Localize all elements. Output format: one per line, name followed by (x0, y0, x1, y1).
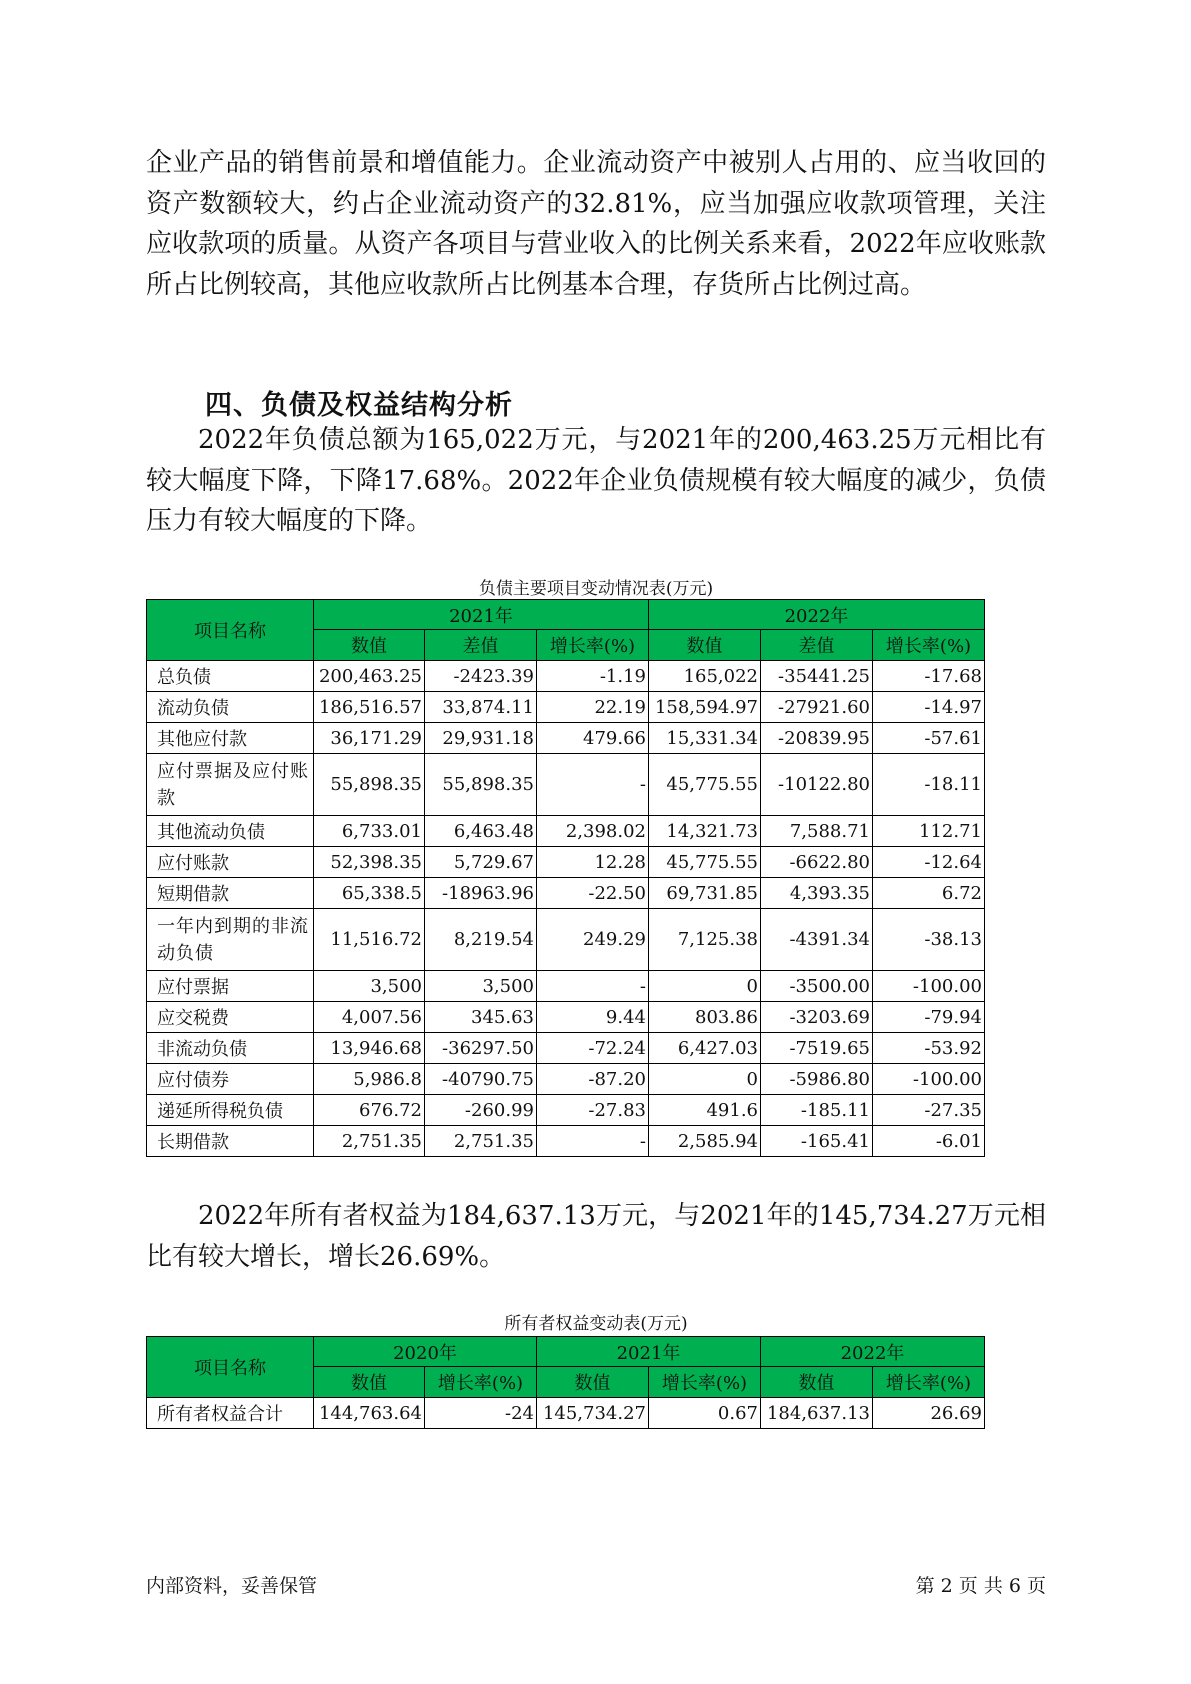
table-cell: - (537, 971, 649, 1002)
table-cell: -20839.95 (761, 723, 873, 754)
table-cell: -57.61 (873, 723, 985, 754)
liability-table (146, 599, 985, 1157)
table-cell: -18963.96 (425, 878, 537, 909)
table2-body (147, 1398, 985, 1429)
table-cell: -4391.34 (761, 909, 873, 971)
table-cell: 6,463.48 (425, 816, 537, 847)
row-label: 短期借款 (147, 878, 314, 909)
table2-subheader: 数值 (537, 1367, 649, 1398)
table-cell: 3,500 (425, 971, 537, 1002)
table2-subheader: 数值 (314, 1367, 425, 1398)
row-label: 其他流动负债 (147, 816, 314, 847)
table-cell: -5986.80 (761, 1064, 873, 1095)
table1-subheader: 增长率(%) (537, 630, 649, 661)
table-row (147, 878, 985, 909)
table-cell: 200,463.25 (314, 661, 425, 692)
table-cell: -79.94 (873, 1002, 985, 1033)
equity-table (146, 1336, 985, 1429)
paragraph-liability-text: 2022年负债总额为165,022万元，与2021年的200,463.25万元相比有较大幅度下降，下降17.68%。2022年企业负债规模有较大幅度的减少，负债压力有较大幅度的下降。 (146, 425, 1046, 536)
table-cell: -27921.60 (761, 692, 873, 723)
table2-subheader: 增长率(%) (425, 1367, 537, 1398)
table-row (147, 754, 985, 816)
table-cell: -1.19 (537, 661, 649, 692)
table-cell: -22.50 (537, 878, 649, 909)
row-label: 应付账款 (147, 847, 314, 878)
table1-year-header: 2022年 (649, 600, 985, 630)
row-label: 流动负债 (147, 692, 314, 723)
row-label: 所有者权益合计 (147, 1398, 314, 1429)
table-cell: - (537, 1126, 649, 1157)
table2-caption: 所有者权益变动表(万元) (504, 1314, 688, 1334)
row-label: 应付票据 (147, 971, 314, 1002)
table-cell: 2,585.94 (649, 1126, 761, 1157)
table-cell: 4,007.56 (314, 1002, 425, 1033)
table-cell: 7,125.38 (649, 909, 761, 971)
table-cell: 52,398.35 (314, 847, 425, 878)
table-cell: 676.72 (314, 1095, 425, 1126)
table-row (147, 816, 985, 847)
table-cell: -18.11 (873, 754, 985, 816)
table-cell: -72.24 (537, 1033, 649, 1064)
table-cell: 55,898.35 (314, 754, 425, 816)
table-cell: 2,751.35 (314, 1126, 425, 1157)
paragraph-asset-analysis: 企业产品的销售前景和增值能力。企业流动资产中被别人占用的、应当收回的资产数额较大，约占企业流动资产的32.81%，应当加强应收款项管理，关注应收款项的质量。从资产各项目与营业收入的比例关系来看，2022年应收账款所占比例较高，其他应收款所占比例基本合理，存货所占比例过高。 (146, 148, 1046, 300)
table-cell: 65,338.5 (314, 878, 425, 909)
row-label: 一年内到期的非流动负债 (147, 909, 314, 971)
table-cell: -100.00 (873, 971, 985, 1002)
row-label: 应交税费 (147, 1002, 314, 1033)
table-cell: 145,734.27 (537, 1398, 649, 1429)
table1-subheader: 增长率(%) (873, 630, 985, 661)
table-cell: 6.72 (873, 878, 985, 909)
table-cell: -24 (425, 1398, 537, 1429)
table-row (147, 909, 985, 971)
table-cell: 69,731.85 (649, 878, 761, 909)
table-cell: 803.86 (649, 1002, 761, 1033)
table-cell: 13,946.68 (314, 1033, 425, 1064)
table-cell: 4,393.35 (761, 878, 873, 909)
table-cell: 14,321.73 (649, 816, 761, 847)
paragraph-equity-summary (146, 1196, 1046, 1277)
table1-caption: 负债主要项目变动情况表(万元) (478, 579, 714, 599)
table-cell: 249.29 (537, 909, 649, 971)
table-cell: 165,022 (649, 661, 761, 692)
table2-subheader: 增长率(%) (649, 1367, 761, 1398)
table-cell: 186,516.57 (314, 692, 425, 723)
table-cell: 3,500 (314, 971, 425, 1002)
table-cell: -6.01 (873, 1126, 985, 1157)
table-row (147, 1064, 985, 1095)
table1-subheader: 差值 (761, 630, 873, 661)
table-cell: 5,729.67 (425, 847, 537, 878)
table-cell: -3500.00 (761, 971, 873, 1002)
table-cell: 6,733.01 (314, 816, 425, 847)
table-row (147, 1095, 985, 1126)
table2-year-header: 2022年 (761, 1337, 985, 1367)
table-cell: 45,775.55 (649, 847, 761, 878)
table-cell: 12.28 (537, 847, 649, 878)
table-cell: 158,594.97 (649, 692, 761, 723)
table-cell: -27.35 (873, 1095, 985, 1126)
table-cell: 8,219.54 (425, 909, 537, 971)
table1-year-header: 2021年 (314, 600, 649, 630)
table-row (147, 661, 985, 692)
table-cell: - (537, 754, 649, 816)
table-cell: 22.19 (537, 692, 649, 723)
table-cell: -12.64 (873, 847, 985, 878)
paragraph-liability-summary (146, 420, 1046, 542)
table-cell: 2,398.02 (537, 816, 649, 847)
table-cell: 6,427.03 (649, 1033, 761, 1064)
table-cell: 112.71 (873, 816, 985, 847)
table-cell: 0 (649, 1064, 761, 1095)
row-label: 其他应付款 (147, 723, 314, 754)
table2-year-header: 2020年 (314, 1337, 537, 1367)
footer-page-number: 第 2 页 共 6 页 (915, 1575, 1046, 1597)
table-cell: 9.44 (537, 1002, 649, 1033)
section-heading: 四、负债及权益结构分析 (205, 390, 513, 421)
table-cell: 479.66 (537, 723, 649, 754)
table-cell: -35441.25 (761, 661, 873, 692)
row-label: 长期借款 (147, 1126, 314, 1157)
table-row (147, 971, 985, 1002)
table-cell: -2423.39 (425, 661, 537, 692)
table-row (147, 1398, 985, 1429)
table-cell: 0.67 (649, 1398, 761, 1429)
table-cell: 45,775.55 (649, 754, 761, 816)
table-cell: -53.92 (873, 1033, 985, 1064)
table-row (147, 1002, 985, 1033)
table2-subheader: 增长率(%) (873, 1367, 985, 1398)
row-label: 应付债券 (147, 1064, 314, 1095)
table-cell: -40790.75 (425, 1064, 537, 1095)
table-cell: 55,898.35 (425, 754, 537, 816)
table-row (147, 1126, 985, 1157)
row-label: 应付票据及应付账款 (147, 754, 314, 816)
table2-year-header: 2021年 (537, 1337, 761, 1367)
table-cell: -6622.80 (761, 847, 873, 878)
table-cell: 5,986.8 (314, 1064, 425, 1095)
table-cell: -36297.50 (425, 1033, 537, 1064)
table2-subheader: 数值 (761, 1367, 873, 1398)
table-row (147, 723, 985, 754)
table-row (147, 1033, 985, 1064)
table-cell: -38.13 (873, 909, 985, 971)
table-cell: 11,516.72 (314, 909, 425, 971)
table-cell: 2,751.35 (425, 1126, 537, 1157)
row-label: 递延所得税负债 (147, 1095, 314, 1126)
table-cell: -260.99 (425, 1095, 537, 1126)
table-cell: -17.68 (873, 661, 985, 692)
table-cell: 345.63 (425, 1002, 537, 1033)
table-cell: -14.97 (873, 692, 985, 723)
table1-body (147, 661, 985, 1157)
table-cell: 7,588.71 (761, 816, 873, 847)
table-cell: 15,331.34 (649, 723, 761, 754)
paragraph-equity-text: 2022年所有者权益为184,637.13万元，与2021年的145,734.27万元相比有较大增长，增长26.69%。 (146, 1201, 1046, 1272)
table-cell: -3203.69 (761, 1002, 873, 1033)
table-cell: -10122.80 (761, 754, 873, 816)
table1-subheader: 数值 (649, 630, 761, 661)
table-cell: 29,931.18 (425, 723, 537, 754)
table-row (147, 692, 985, 723)
table2-name-header: 项目名称 (147, 1337, 314, 1398)
table-cell: 184,637.13 (761, 1398, 873, 1429)
table1-subheader: 差值 (425, 630, 537, 661)
table-row (147, 847, 985, 878)
table-cell: -100.00 (873, 1064, 985, 1095)
table-cell: -165.41 (761, 1126, 873, 1157)
table-cell: -7519.65 (761, 1033, 873, 1064)
table1-name-header: 项目名称 (147, 600, 314, 661)
table-cell: -87.20 (537, 1064, 649, 1095)
table-cell: -185.11 (761, 1095, 873, 1126)
table-cell: 36,171.29 (314, 723, 425, 754)
table-cell: -27.83 (537, 1095, 649, 1126)
table-cell: 0 (649, 971, 761, 1002)
table-cell: 33,874.11 (425, 692, 537, 723)
table1-subheader: 数值 (314, 630, 425, 661)
table-cell: 26.69 (873, 1398, 985, 1429)
table-cell: 491.6 (649, 1095, 761, 1126)
row-label: 非流动负债 (147, 1033, 314, 1064)
row-label: 总负债 (147, 661, 314, 692)
footer-confidential-note: 内部资料，妥善保管 (146, 1575, 318, 1597)
table-cell: 144,763.64 (314, 1398, 425, 1429)
